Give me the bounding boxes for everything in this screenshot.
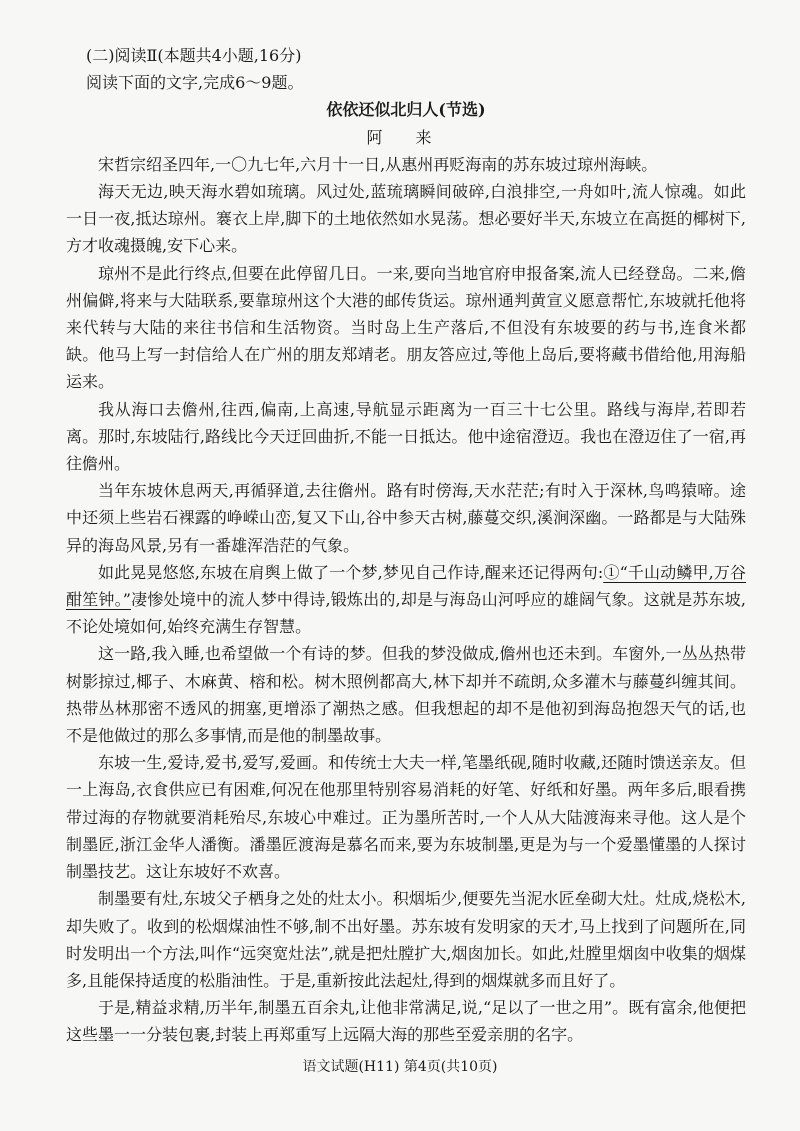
paragraph-3: 琼州不是此行终点,但要在此停留几日。一来,要向当地官府申报备案,流人已经登岛。二来,儋州偏僻,将来与大陆联系,要靠琼州这个大港的邮传货运。琼州通判黄宣义愿意帮忙,东坡就托他将来代转与大陆的来往书信和生活物资。当时岛上生产落后,不但没有东坡要的药与书,连食米都缺。他马上写一封信给人在广州的朋友郑靖老。朋友答应过,等他上岛后,要将藏书借给他,用海船运来。 [66, 263, 746, 392]
paragraph-1: 宋哲宗绍圣四年,一〇九七年,六月十一日,从惠州再贬海南的苏东坡过琼州海峡。 [98, 154, 658, 174]
paragraph-8: 东坡一生,爱诗,爱书,爱写,爱画。和传统士大夫一样,笔墨纸砚,随时收藏,还随时馈送亲友。但一上海岛,衣食供应已有困难,何况在他那里特别容易消耗的好笔、好纸和好墨。两年多后,眼看携带过海的存物就要消耗殆尽,东坡心中难过。正为墨所苦时,一个人从大陆渡海来寻他。这人是个制墨匠,浙江金华人潘衡。潘墨匠渡海是慕名而来,要为东坡制墨,更是为与一个爱墨懂墨的人探讨制墨技艺。这让东坡好不欢喜。 [66, 753, 746, 882]
reading-section [66, 42, 746, 1049]
paragraph-4: 我从海口去儋州,往西,偏南,上高速,导航显示距离为一百三十七公里。路线与海岸,若即若离。那时,东坡陆行,路线比今天迂回曲折,不能一日抵达。他中途宿澄迈。我也在澄迈住了一宿,再往儋州。 [66, 399, 746, 474]
page-footer: 语文试题(H11) 第4页(共10页) [302, 1059, 498, 1075]
paragraph-6-text-before: 如此晃晃悠悠,东坡在肩舆上做了一个梦,梦见自己作诗,醒来还记得两句: [98, 562, 604, 582]
paragraph-6-text-after: 凄惨处境中的流人梦中得诗,锻炼出的,却是与海岛山河呼应的雄阔气象。这就是苏东坡,不论处境如何,始终充满生存智慧。 [66, 590, 746, 637]
paragraph-2: 海天无边,映天海水碧如琉璃。风过处,蓝琉璃瞬间破碎,白浪排空,一舟如叶,流人惊魂。如此一日一夜,抵达琼州。褰衣上岸,脚下的土地依然如水晃荡。想必要好半天,东坡立在高挺的椰树下,方才收魂摄魄,安下心来。 [66, 182, 746, 256]
paragraph-9: 制墨要有灶,东坡父子栖身之处的灶太小。积烟垢少,便要先当泥水匠垒砌大灶。灶成,烧松木,却失败了。收到的松烟煤油性不够,制不出好墨。苏东坡有发明家的天才,马上找到了问题所在,同时发明出一个方法,叫作“远突宽灶法”,就是把灶膛扩大,烟囱加长。如此,灶膛里烟囱中收集的烟煤多,且能保持适度的松脂油性。于是,重新按此法起灶,得到的烟煤就多而且好了。 [66, 889, 746, 990]
paragraph-7: 这一路,我入睡,也希望做一个有诗的梦。但我的梦没做成,儋州也还未到。车窗外,一丛丛热带树影掠过,椰子、木麻黄、榕和松。树木照例都高大,林下却并不疏朗,众多灌木与藤蔓纠缠其间。热带丛林那密不透风的拥塞,更增添了潮热之感。但我想起的却不是他初到海岛抱怨天气的话,也不是他做过的那么多事情,而是他的制墨故事。 [66, 644, 746, 746]
paragraph-5: 当年东坡休息两天,再循驿道,去往儋州。路有时傍海,天水茫茫;有时入于深林,鸟鸣猿啼。途中还须上些岩石裸露的峥嵘山峦,复又下山,谷中参天古树,藤蔓交织,溪涧深幽。一路都是与大陆殊异的海岛风景,另有一番雄浑浩茫的气象。 [66, 481, 746, 555]
underlined-quote-1: ①“千山动鳞甲,万谷酣笙钟。” [66, 562, 746, 610]
section-heading: (二)阅读Ⅱ(本题共4小题,16分) [86, 46, 302, 65]
article-title: 依依还似北归人(节选) [326, 100, 486, 120]
paragraph-10: 于是,精益求精,历半年,制墨五百余丸,让他非常满足,说,“足以了一世之用”。既有富余,他便把这些墨一一分装包裹,封装上再郑重写上远隔大海的那些至爱亲朋的名字。 [66, 998, 746, 1045]
instruction: 阅读下面的文字,完成6～9题。 [86, 73, 304, 93]
paragraph-6 [66, 559, 746, 641]
article-author: 阿 来 [366, 127, 446, 147]
